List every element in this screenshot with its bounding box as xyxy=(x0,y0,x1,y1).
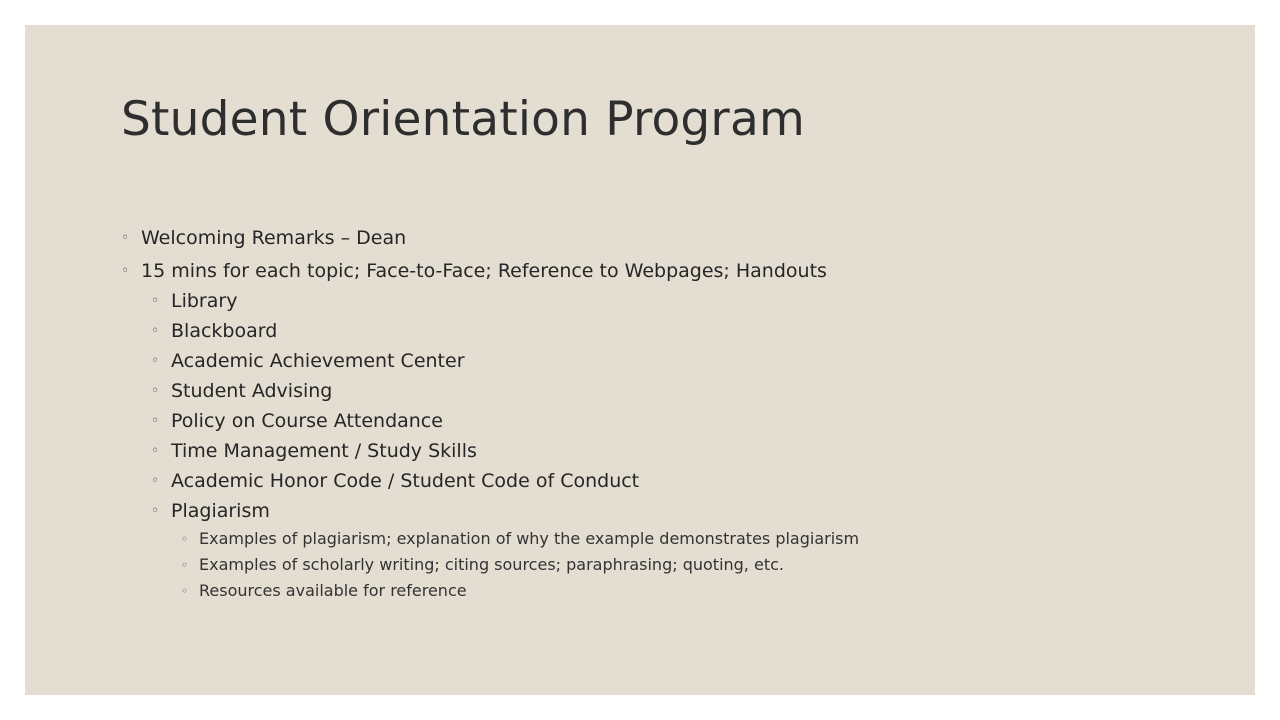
list-item xyxy=(121,223,1201,253)
circle-bullet-icon: ◦ xyxy=(151,503,160,519)
circle-bullet-icon: ◦ xyxy=(181,532,189,546)
circle-bullet-icon: ◦ xyxy=(181,558,189,572)
topic-text: Academic Achievement Center xyxy=(171,350,465,372)
detail-text: Resources available for reference xyxy=(199,581,467,600)
slide-title: Student Orientation Program xyxy=(121,92,805,147)
topic-item xyxy=(121,406,1201,436)
topic-text: Academic Honor Code / Student Code of Conduct xyxy=(171,470,640,492)
circle-bullet-icon: ◦ xyxy=(121,230,130,246)
circle-bullet-icon: ◦ xyxy=(151,473,160,489)
list-item xyxy=(121,256,1201,286)
circle-bullet-icon: ◦ xyxy=(151,293,160,309)
topic-text: Plagiarism xyxy=(171,500,270,522)
topic-text: Blackboard xyxy=(171,320,278,342)
plagiarism-detail-item xyxy=(121,552,1201,578)
topic-text: Student Advising xyxy=(171,380,333,402)
topic-text: Library xyxy=(171,290,238,312)
circle-bullet-icon: ◦ xyxy=(121,263,130,279)
slide xyxy=(25,25,1255,695)
topic-item xyxy=(121,376,1201,406)
plagiarism-detail-item xyxy=(121,578,1201,604)
detail-text: Examples of plagiarism; explanation of why the example demonstrates plagiarism xyxy=(199,529,860,548)
circle-bullet-icon: ◦ xyxy=(151,323,160,339)
topic-item xyxy=(121,316,1201,346)
circle-bullet-icon: ◦ xyxy=(151,443,160,459)
topic-item xyxy=(121,496,1201,526)
circle-bullet-icon: ◦ xyxy=(151,413,160,429)
topic-text: Time Management / Study Skills xyxy=(171,440,477,462)
detail-text: Examples of scholarly writing; citing sources; paraphrasing; quoting, etc. xyxy=(199,555,784,574)
circle-bullet-icon: ◦ xyxy=(151,353,160,369)
list-item-text: 15 mins for each topic; Face-to-Face; Reference to Webpages; Handouts xyxy=(141,260,827,282)
topic-item xyxy=(121,466,1201,496)
circle-bullet-icon: ◦ xyxy=(151,383,160,399)
topic-text: Policy on Course Attendance xyxy=(171,410,443,432)
bullet-list xyxy=(121,223,1201,604)
topic-item xyxy=(121,286,1201,316)
list-item-text: Welcoming Remarks – Dean xyxy=(141,227,407,249)
circle-bullet-icon: ◦ xyxy=(181,584,189,598)
plagiarism-detail-item xyxy=(121,526,1201,552)
topic-item xyxy=(121,436,1201,466)
topic-item xyxy=(121,346,1201,376)
